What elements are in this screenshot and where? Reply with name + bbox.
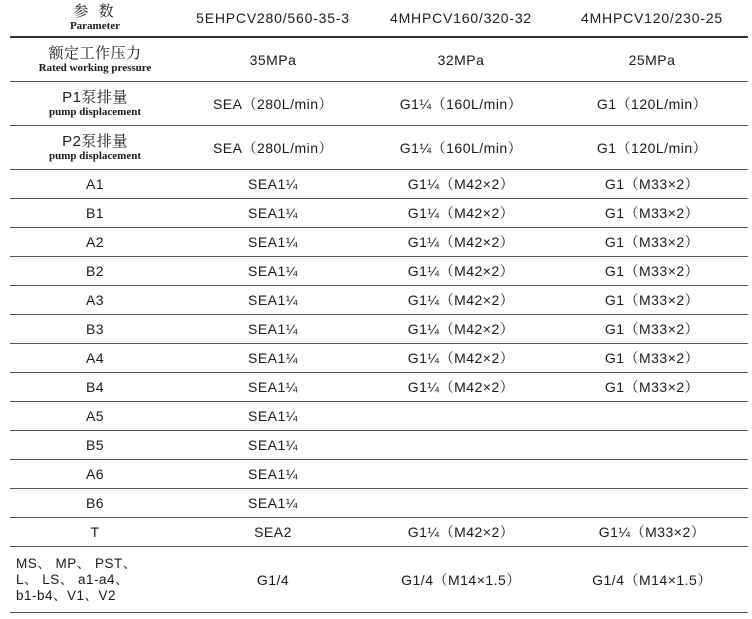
table-cell: 32MPa [366, 37, 556, 82]
table-row-port [10, 460, 748, 489]
table-cell: G1¼（M42×2） [366, 257, 556, 286]
table-cell: SEA1¼ [180, 460, 366, 489]
table-cell: G1（M33×2） [556, 199, 748, 228]
port-name: T [10, 518, 180, 547]
row-label [10, 126, 180, 170]
port-name [10, 547, 180, 613]
port-name: B1 [10, 199, 180, 228]
table-cell: G1/4 [180, 547, 366, 613]
table-cell: G1/4（M14×1.5） [556, 547, 748, 613]
model-header-3: 4MHPCV120/230-25 [556, 0, 748, 37]
row-label-cn: 额定工作压力 [48, 44, 142, 62]
table-row-port [10, 373, 748, 402]
table-cell: G1（M33×2） [556, 170, 748, 199]
parameter-header-cn: 参 数 [73, 2, 117, 20]
table-cell: SEA1¼ [180, 170, 366, 199]
row-label-cn: P2泵排量 [62, 132, 128, 150]
table-cell: SEA1¼ [180, 199, 366, 228]
table-cell: SEA1¼ [180, 402, 366, 431]
row-label-en: Rated working pressure [38, 61, 152, 74]
header-row [10, 0, 748, 37]
table-row-port [10, 489, 748, 518]
table-row-port [10, 402, 748, 431]
table-cell [366, 402, 556, 431]
table-cell [366, 460, 556, 489]
table-row-port [10, 170, 748, 199]
table-cell: G1（M33×2） [556, 344, 748, 373]
port-name: B3 [10, 315, 180, 344]
table-cell: SEA1¼ [180, 315, 366, 344]
table-cell: 35MPa [180, 37, 366, 82]
table-cell: G1¼（160L/min） [366, 82, 556, 126]
table-cell: SEA1¼ [180, 373, 366, 402]
table-cell: SEA2 [180, 518, 366, 547]
table-cell: G1（M33×2） [556, 315, 748, 344]
table-row-rated-pressure [10, 37, 748, 82]
table-cell: SEA1¼ [180, 344, 366, 373]
table-cell: G1¼（160L/min） [366, 126, 556, 170]
table-cell: G1¼（M42×2） [366, 518, 556, 547]
port-name-line: MS、 MP、 PST、 [16, 555, 137, 571]
table-cell [556, 431, 748, 460]
port-name-line: b1-b4、V1、V2 [16, 587, 117, 603]
model-header-1: 5EHPCV280/560-35-3 [180, 0, 366, 37]
row-label-en: pump displacement [49, 149, 141, 162]
row-label [10, 37, 180, 82]
table-cell: SEA1¼ [180, 257, 366, 286]
parameter-header-en: Parameter [69, 19, 121, 32]
table-cell: G1（M33×2） [556, 228, 748, 257]
table-cell: SEA1¼ [180, 228, 366, 257]
table-row-port [10, 286, 748, 315]
table-cell: G1（120L/min） [556, 82, 748, 126]
table-cell: G1（M33×2） [556, 373, 748, 402]
model-header-2: 4MHPCV160/320-32 [366, 0, 556, 37]
table-row-p1-displacement [10, 82, 748, 126]
table-cell [556, 402, 748, 431]
table-cell: G1¼（M42×2） [366, 170, 556, 199]
row-label [10, 82, 180, 126]
port-name: B2 [10, 257, 180, 286]
table-row-port [10, 228, 748, 257]
table-row-port [10, 344, 748, 373]
table-cell: G1¼（M42×2） [366, 344, 556, 373]
table-cell: G1（M33×2） [556, 286, 748, 315]
table-cell: G1（120L/min） [556, 126, 748, 170]
row-label-en: pump displacement [49, 105, 141, 118]
port-name: A2 [10, 228, 180, 257]
parameter-table [10, 0, 748, 613]
table-cell: G1¼（M33×2） [556, 518, 748, 547]
port-name: A1 [10, 170, 180, 199]
table-row-port [10, 431, 748, 460]
table-cell [556, 460, 748, 489]
table-cell: G1¼（M42×2） [366, 199, 556, 228]
table-cell: SEA1¼ [180, 286, 366, 315]
port-name: B6 [10, 489, 180, 518]
table-cell: SEA1¼ [180, 431, 366, 460]
table-cell [366, 431, 556, 460]
port-name: A3 [10, 286, 180, 315]
table-row-control-ports [10, 547, 748, 613]
table-cell: G1¼（M42×2） [366, 373, 556, 402]
table-row-port [10, 315, 748, 344]
port-name: A4 [10, 344, 180, 373]
table-cell: G1¼（M42×2） [366, 228, 556, 257]
table-row-port [10, 199, 748, 228]
table-cell: 25MPa [556, 37, 748, 82]
table-cell [556, 489, 748, 518]
table-row-p2-displacement [10, 126, 748, 170]
table-row-port [10, 257, 748, 286]
parameter-header [10, 0, 180, 37]
port-name: B4 [10, 373, 180, 402]
table-cell: G1¼（M42×2） [366, 315, 556, 344]
row-label-cn: P1泵排量 [62, 88, 128, 106]
port-name: A5 [10, 402, 180, 431]
table-cell: SEA（280L/min） [180, 82, 366, 126]
table-row-port [10, 518, 748, 547]
port-name-line: L、 LS、 a1-a4、 [16, 571, 130, 587]
port-name: A6 [10, 460, 180, 489]
table-cell: G1（M33×2） [556, 257, 748, 286]
port-name: B5 [10, 431, 180, 460]
table-cell: G1¼（M42×2） [366, 286, 556, 315]
table-cell: SEA1¼ [180, 489, 366, 518]
table-cell [366, 489, 556, 518]
table-cell: SEA（280L/min） [180, 126, 366, 170]
table-cell: G1/4（M14×1.5） [366, 547, 556, 613]
